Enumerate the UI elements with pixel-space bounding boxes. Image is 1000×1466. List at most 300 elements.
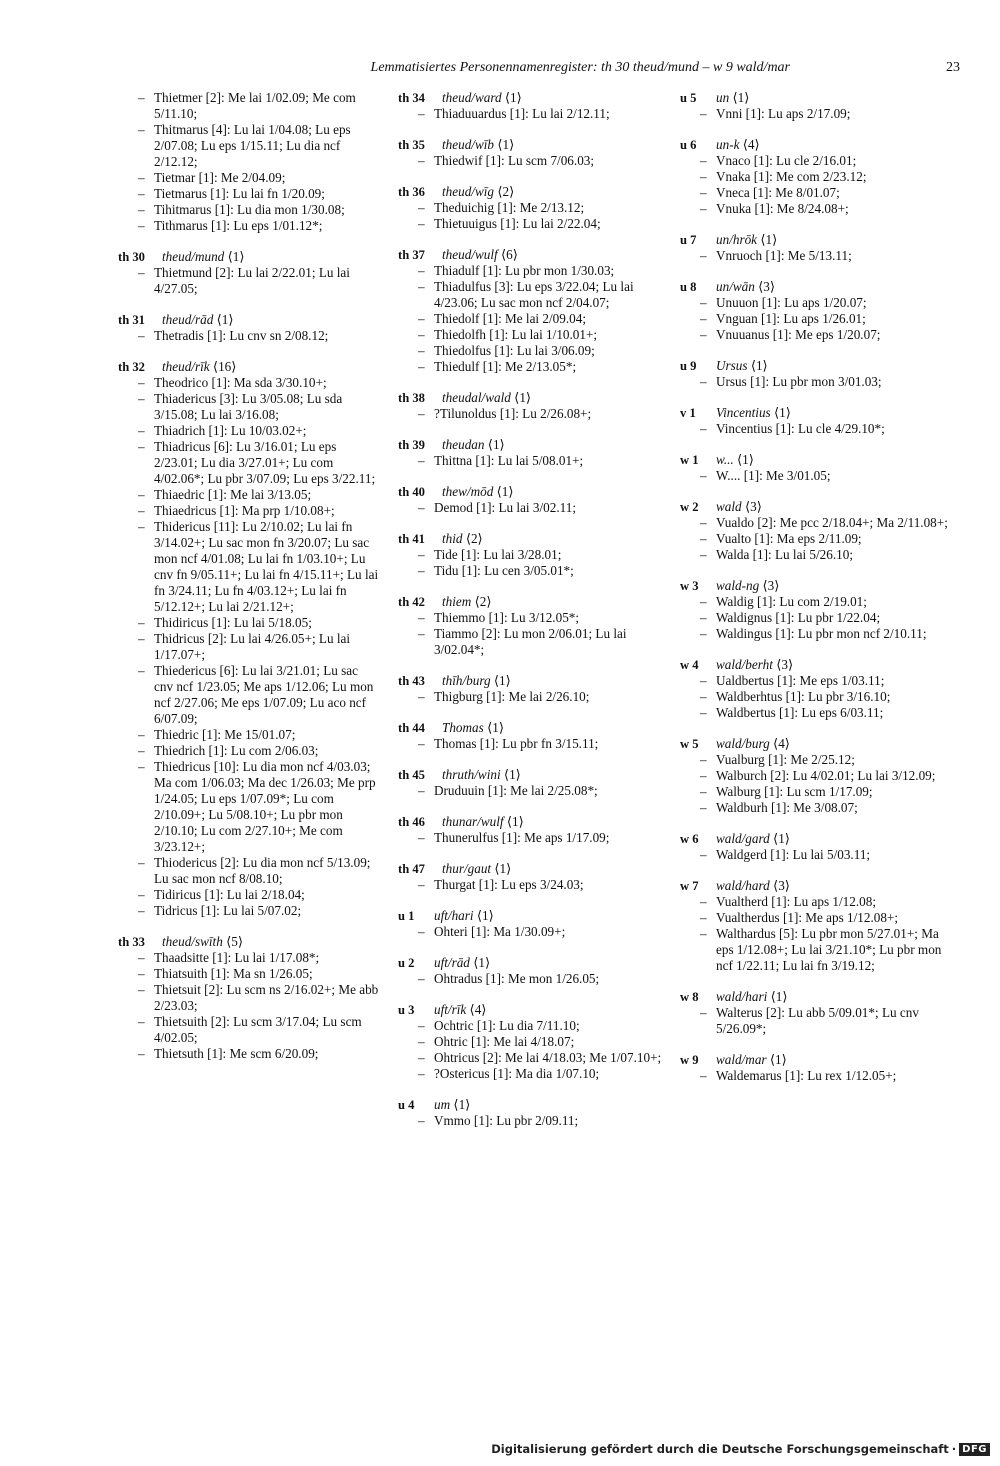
section-heading xyxy=(398,531,662,547)
entry-text: Vnuuanus [1]: Me eps 1/20.07; xyxy=(716,327,881,342)
index-entry xyxy=(398,279,662,311)
entry-text: Vualtherdus [1]: Me aps 1/12.08+; xyxy=(716,910,899,925)
section-lemma: uft/hari xyxy=(434,908,474,923)
entry-text: Ochtric [1]: Lu dia 7/11.10; xyxy=(434,1018,580,1033)
entry-text: Vmmo [1]: Lu pbr 2/09.11; xyxy=(434,1113,579,1128)
entry-dash: – xyxy=(700,768,707,783)
entry-text: Vnguan [1]: Lu aps 1/26.01; xyxy=(716,311,866,326)
section-heading xyxy=(398,908,662,924)
index-entry xyxy=(398,406,662,422)
entry-text: Waldgerd [1]: Lu lai 5/03.11; xyxy=(716,847,871,862)
entry-text: Waldburh [1]: Me 3/08.07; xyxy=(716,800,858,815)
section-count: ⟨1⟩ xyxy=(497,137,515,152)
entry-dash: – xyxy=(138,855,145,870)
index-entry xyxy=(680,248,950,264)
entry-dash: – xyxy=(418,547,425,562)
section-code: th 36 xyxy=(398,185,425,199)
index-section xyxy=(398,720,662,752)
entry-text: Thiadulfus [3]: Lu eps 3/22.04; Lu lai 4/23.06; Lu sac mon ncf 2/04.07; xyxy=(434,279,634,310)
entry-text: Waldingus [1]: Lu pbr mon ncf 2/10.11; xyxy=(716,626,927,641)
section-code: th 38 xyxy=(398,391,425,405)
section-heading xyxy=(398,484,662,500)
entry-text: ?Ostericus [1]: Ma dia 1/07.10; xyxy=(434,1066,600,1081)
entry-text: Vualburg [1]: Me 2/25.12; xyxy=(716,752,855,767)
entry-dash: – xyxy=(138,903,145,918)
section-lemma: theud/rād xyxy=(162,312,214,327)
section-code: w 1 xyxy=(680,453,699,467)
entry-dash: – xyxy=(418,924,425,939)
index-section xyxy=(680,736,950,816)
entry-dash: – xyxy=(138,1046,145,1061)
entry-dash: – xyxy=(138,982,145,997)
section-heading xyxy=(680,452,950,468)
entry-text: Thietsuit [2]: Lu scm ns 2/16.02+; Me abb 2/23.03; xyxy=(154,982,379,1013)
entry-text: Thietmer [2]: Me lai 1/02.09; Me com 5/11.10; xyxy=(154,90,356,121)
section-heading xyxy=(680,831,950,847)
entry-dash: – xyxy=(138,218,145,233)
entry-dash: – xyxy=(700,1068,707,1083)
entry-dash: – xyxy=(418,877,425,892)
entry-text: Thietsuith [2]: Lu scm 3/17.04; Lu scm 4/02.05; xyxy=(154,1014,362,1045)
entry-dash: – xyxy=(418,153,425,168)
entry-text: Ursus [1]: Lu pbr mon 3/01.03; xyxy=(716,374,882,389)
entry-dash: – xyxy=(138,423,145,438)
section-lemma: wald/hard xyxy=(716,878,770,893)
entry-text: Ohtric [1]: Me lai 4/18.07; xyxy=(434,1034,575,1049)
index-entry xyxy=(398,547,662,563)
index-entry xyxy=(680,374,950,390)
index-section xyxy=(118,359,380,919)
section-count: ⟨3⟩ xyxy=(776,657,794,672)
entry-dash: – xyxy=(138,1014,145,1029)
entry-dash: – xyxy=(138,663,145,678)
section-code: th 37 xyxy=(398,248,425,262)
index-entry xyxy=(680,894,950,910)
index-section xyxy=(398,767,662,799)
index-section xyxy=(118,90,380,234)
entry-text: Thietsuth [1]: Me scm 6/20.09; xyxy=(154,1046,319,1061)
index-section xyxy=(118,249,380,297)
index-entry xyxy=(118,887,380,903)
index-section xyxy=(398,484,662,516)
entry-text: Tietmarus [1]: Lu lai fn 1/20.09; xyxy=(154,186,325,201)
entry-dash: – xyxy=(700,515,707,530)
index-entry xyxy=(680,705,950,721)
index-entry xyxy=(398,830,662,846)
section-count: ⟨1⟩ xyxy=(476,908,494,923)
index-entry xyxy=(680,1005,950,1037)
index-entry xyxy=(680,185,950,201)
entry-text: Vnruoch [1]: Me 5/13.11; xyxy=(716,248,852,263)
entry-dash: – xyxy=(700,752,707,767)
section-count: ⟨6⟩ xyxy=(500,247,518,262)
section-lemma: wald/mar xyxy=(716,1052,767,1067)
index-section xyxy=(680,137,950,217)
index-entry xyxy=(680,295,950,311)
entry-text: Waldig [1]: Lu com 2/19.01; xyxy=(716,594,867,609)
index-entry xyxy=(398,216,662,232)
entry-dash: – xyxy=(138,743,145,758)
index-entry xyxy=(398,1018,662,1034)
index-entry xyxy=(680,468,950,484)
section-code: th 44 xyxy=(398,721,425,735)
entry-dash: – xyxy=(418,500,425,515)
entry-dash: – xyxy=(700,421,707,436)
section-count: ⟨1⟩ xyxy=(487,437,505,452)
entry-text: Theduichig [1]: Me 2/13.12; xyxy=(434,200,585,215)
index-entry xyxy=(398,563,662,579)
index-entry xyxy=(398,1113,662,1129)
entry-text: Thitmarus [4]: Lu lai 1/04.08; Lu eps 2/07.08; Lu eps 1/15.11; Lu dia ncf 2/12.12; xyxy=(154,122,351,169)
section-lemma: wald/hari xyxy=(716,989,768,1004)
section-heading xyxy=(398,1097,662,1113)
entry-dash: – xyxy=(138,631,145,646)
section-heading xyxy=(680,878,950,894)
section-heading xyxy=(680,137,950,153)
entry-text: Thietmund [2]: Lu lai 2/22.01; Lu lai 4/27.05; xyxy=(154,265,350,296)
page-number: 23 xyxy=(946,60,960,75)
section-lemma: wald xyxy=(716,499,742,514)
section-lemma: un-k xyxy=(716,137,740,152)
section-heading xyxy=(398,137,662,153)
entry-dash: – xyxy=(138,759,145,774)
section-heading xyxy=(680,989,950,1005)
section-lemma: Ursus xyxy=(716,358,748,373)
entry-dash: – xyxy=(138,950,145,965)
entry-dash: – xyxy=(138,90,145,105)
entry-dash: – xyxy=(700,468,707,483)
section-heading xyxy=(118,249,380,265)
index-entry xyxy=(118,950,380,966)
section-count: ⟨3⟩ xyxy=(762,578,780,593)
index-entry xyxy=(118,90,380,122)
index-entry xyxy=(118,966,380,982)
index-section xyxy=(680,578,950,642)
entry-text: Vneca [1]: Me 8/01.07; xyxy=(716,185,840,200)
entry-text: Thiedrich [1]: Lu com 2/06.03; xyxy=(154,743,319,758)
section-lemma: wald-ng xyxy=(716,578,760,593)
section-lemma: theud/wīg xyxy=(442,184,495,199)
entry-dash: – xyxy=(418,971,425,986)
section-heading xyxy=(680,279,950,295)
section-code: u 6 xyxy=(680,138,697,152)
entry-text: Tietmar [1]: Me 2/04.09; xyxy=(154,170,286,185)
index-entry xyxy=(118,218,380,234)
index-entry xyxy=(680,169,950,185)
section-count: ⟨1⟩ xyxy=(496,484,514,499)
index-entry xyxy=(118,265,380,297)
entry-dash: – xyxy=(418,1034,425,1049)
section-heading xyxy=(398,767,662,783)
index-entry xyxy=(680,1068,950,1084)
section-heading xyxy=(680,736,950,752)
entry-text: Thiaedricus [1]: Ma prp 1/10.08+; xyxy=(154,503,335,518)
index-entry xyxy=(680,594,950,610)
entry-text: Thiedwif [1]: Lu scm 7/06.03; xyxy=(434,153,595,168)
section-count: ⟨4⟩ xyxy=(773,736,790,751)
index-entry xyxy=(680,531,950,547)
entry-text: Tiammo [2]: Lu mon 2/06.01; Lu lai 3/02.04*; xyxy=(434,626,627,657)
index-column-3 xyxy=(680,90,950,1099)
index-entry xyxy=(398,689,662,705)
index-section xyxy=(398,531,662,579)
entry-dash: – xyxy=(418,736,425,751)
entry-text: Walburch [2]: Lu 4/02.01; Lu lai 3/12.09; xyxy=(716,768,936,783)
entry-dash: – xyxy=(418,406,425,421)
entry-dash: – xyxy=(138,887,145,902)
entry-text: Thiadulf [1]: Lu pbr mon 1/30.03; xyxy=(434,263,615,278)
section-code: th 31 xyxy=(118,313,145,327)
entry-dash: – xyxy=(418,1018,425,1033)
section-code: th 40 xyxy=(398,485,425,499)
entry-dash: – xyxy=(138,328,145,343)
index-entry xyxy=(398,1050,662,1066)
index-entry xyxy=(398,153,662,169)
index-entry xyxy=(398,1066,662,1082)
entry-dash: – xyxy=(138,265,145,280)
index-section xyxy=(398,594,662,658)
entry-text: Thiedolfh [1]: Lu lai 1/10.01+; xyxy=(434,327,598,342)
section-code: th 39 xyxy=(398,438,425,452)
section-lemma: uft/rīk xyxy=(434,1002,467,1017)
entry-dash: – xyxy=(138,122,145,137)
index-entry xyxy=(118,170,380,186)
entry-dash: – xyxy=(418,216,425,231)
entry-text: Tidu [1]: Lu cen 3/05.01*; xyxy=(434,563,574,578)
index-entry xyxy=(118,328,380,344)
entry-dash: – xyxy=(418,453,425,468)
section-code: u 7 xyxy=(680,233,697,247)
section-lemma: thīh/burg xyxy=(442,673,491,688)
index-entry xyxy=(118,743,380,759)
index-entry xyxy=(680,515,950,531)
section-lemma: w... xyxy=(716,452,734,467)
section-lemma: theud/mund xyxy=(162,249,225,264)
section-code: th 43 xyxy=(398,674,425,688)
entry-text: Waldignus [1]: Lu pbr 1/22.04; xyxy=(716,610,881,625)
section-count: ⟨1⟩ xyxy=(737,452,754,467)
entry-dash: – xyxy=(138,439,145,454)
entry-text: Vnaco [1]: Lu cle 2/16.01; xyxy=(716,153,857,168)
section-code: u 1 xyxy=(398,909,415,923)
section-heading xyxy=(680,578,950,594)
entry-text: Thetradis [1]: Lu cnv sn 2/08.12; xyxy=(154,328,329,343)
entry-text: Tidricus [1]: Lu lai 5/07.02; xyxy=(154,903,302,918)
entry-text: Thiadricus [6]: Lu 3/16.01; Lu eps 2/23.01; Lu dia 3/27.01+; Lu com 4/02.06*; Lu pbr 3/07.09; Lu eps 3/22.11; xyxy=(154,439,376,486)
entry-dash: – xyxy=(138,487,145,502)
index-entry xyxy=(680,610,950,626)
section-code: v 1 xyxy=(680,406,696,420)
section-count: ⟨1⟩ xyxy=(216,312,234,327)
index-entry xyxy=(398,971,662,987)
entry-text: Thiaedric [1]: Me lai 3/13.05; xyxy=(154,487,312,502)
index-entry xyxy=(118,391,380,423)
entry-text: Waldberhtus [1]: Lu pbr 3/16.10; xyxy=(716,689,891,704)
section-code: w 4 xyxy=(680,658,699,672)
section-count: ⟨1⟩ xyxy=(750,358,768,373)
index-section xyxy=(680,405,950,437)
section-code: th 45 xyxy=(398,768,425,782)
index-entry xyxy=(398,610,662,626)
entry-dash: – xyxy=(700,185,707,200)
section-lemma: wald/gard xyxy=(716,831,770,846)
section-lemma: Thomas xyxy=(442,720,484,735)
section-code: th 35 xyxy=(398,138,425,152)
page-footer: Digitalisierung gefördert durch die Deutsche Forschungsgemeinschaft · DFG xyxy=(491,1440,990,1458)
index-section xyxy=(680,878,950,974)
section-lemma: uft/rād xyxy=(434,955,470,970)
section-lemma: thid xyxy=(442,531,463,546)
entry-dash: – xyxy=(418,830,425,845)
index-entry xyxy=(118,631,380,663)
entry-dash: – xyxy=(700,248,707,263)
section-heading xyxy=(680,499,950,515)
section-lemma: theud/ward xyxy=(442,90,502,105)
entry-text: Thiedericus [6]: Lu lai 3/21.01; Lu sac cnv ncf 1/23.05; Me aps 1/12.06; Lu mon ncf 2/27.06; Me eps 1/07.09; Lu aco ncf 6/07.09; xyxy=(154,663,374,726)
entry-text: Thiadrich [1]: Lu 10/03.02+; xyxy=(154,423,307,438)
entry-text: Demod [1]: Lu lai 3/02.11; xyxy=(434,500,576,515)
index-entry xyxy=(118,855,380,887)
section-count: ⟨1⟩ xyxy=(493,673,511,688)
entry-dash: – xyxy=(700,153,707,168)
index-entry xyxy=(680,784,950,800)
entry-text: Thidiricus [1]: Lu lai 5/18.05; xyxy=(154,615,312,630)
section-heading xyxy=(118,359,380,375)
section-heading xyxy=(398,390,662,406)
index-entry xyxy=(118,1046,380,1062)
entry-text: Ualdbertus [1]: Me eps 1/03.11; xyxy=(716,673,885,688)
entry-dash: – xyxy=(700,847,707,862)
section-lemma: Vincentius xyxy=(716,405,771,420)
section-lemma: thunar/wulf xyxy=(442,814,504,829)
entry-text: Druduuin [1]: Me lai 2/25.08*; xyxy=(434,783,598,798)
section-heading xyxy=(398,90,662,106)
section-count: ⟨1⟩ xyxy=(504,90,522,105)
section-code: w 9 xyxy=(680,1053,699,1067)
entry-dash: – xyxy=(700,626,707,641)
index-entry xyxy=(118,982,380,1014)
section-lemma: theud/wulf xyxy=(442,247,498,262)
index-entry xyxy=(680,153,950,169)
entry-dash: – xyxy=(700,531,707,546)
index-section xyxy=(680,452,950,484)
index-entry xyxy=(118,1014,380,1046)
section-count: ⟨1⟩ xyxy=(227,249,245,264)
section-code: w 6 xyxy=(680,832,699,846)
index-entry xyxy=(118,202,380,218)
section-lemma: wald/burg xyxy=(716,736,770,751)
index-section xyxy=(118,312,380,344)
entry-text: Tithmarus [1]: Lu eps 1/01.12*; xyxy=(154,218,323,233)
section-code: u 2 xyxy=(398,956,415,970)
index-entry xyxy=(680,926,950,974)
entry-dash: – xyxy=(138,170,145,185)
index-entry xyxy=(680,327,950,343)
index-entry xyxy=(118,663,380,727)
entry-dash: – xyxy=(418,327,425,342)
entry-text: Ohtricus [2]: Me lai 4/18.03; Me 1/07.10+; xyxy=(434,1050,662,1065)
entry-text: Thiedolf [1]: Me lai 2/09.04; xyxy=(434,311,586,326)
section-lemma: thruth/wini xyxy=(442,767,501,782)
entry-text: Vnni [1]: Lu aps 2/17.09; xyxy=(716,106,851,121)
entry-dash: – xyxy=(700,295,707,310)
entry-text: Thurgat [1]: Lu eps 3/24.03; xyxy=(434,877,584,892)
section-lemma: thew/mōd xyxy=(442,484,494,499)
index-entry xyxy=(398,453,662,469)
section-code: w 3 xyxy=(680,579,699,593)
index-section xyxy=(398,390,662,422)
section-heading xyxy=(398,861,662,877)
entry-dash: – xyxy=(700,594,707,609)
entry-text: Walthardus [5]: Lu pbr mon 5/27.01+; Ma eps 1/12.08+; Lu lai 3/21.10*; Lu pbr mon ncf 1/22.11; Lu lai fn 3/19.12; xyxy=(716,926,942,973)
section-lemma: theud/wīb xyxy=(442,137,495,152)
index-section xyxy=(680,499,950,563)
entry-dash: – xyxy=(700,327,707,342)
entry-dash: – xyxy=(418,263,425,278)
entry-text: Vualtherd [1]: Lu aps 1/12.08; xyxy=(716,894,876,909)
entry-text: Thiedric [1]: Me 15/01.07; xyxy=(154,727,296,742)
section-lemma: thiem xyxy=(442,594,472,609)
index-entry xyxy=(118,759,380,855)
dfg-logo: DFG xyxy=(959,1443,990,1456)
index-section xyxy=(398,955,662,987)
entry-dash: – xyxy=(138,519,145,534)
entry-dash: – xyxy=(700,201,707,216)
section-heading xyxy=(398,814,662,830)
index-entry xyxy=(398,626,662,658)
section-count: ⟨1⟩ xyxy=(506,814,524,829)
index-entry xyxy=(118,439,380,487)
index-entry xyxy=(398,359,662,375)
entry-text: Vincentius [1]: Lu cle 4/29.10*; xyxy=(716,421,885,436)
entry-dash: – xyxy=(700,894,707,909)
section-count: ⟨3⟩ xyxy=(773,878,790,893)
index-section xyxy=(680,358,950,390)
entry-text: Thomas [1]: Lu pbr fn 3/15.11; xyxy=(434,736,599,751)
entry-dash: – xyxy=(700,800,707,815)
index-entry xyxy=(680,768,950,784)
section-heading xyxy=(680,90,950,106)
section-code: th 34 xyxy=(398,91,425,105)
index-entry xyxy=(680,201,950,217)
running-title: Lemmatisiertes Personennamenregister: th 30 theud/mund – w 9 wald/mar xyxy=(370,60,790,75)
section-lemma: theudan xyxy=(442,437,485,452)
index-section xyxy=(680,232,950,264)
section-code: w 2 xyxy=(680,500,699,514)
entry-dash: – xyxy=(418,200,425,215)
index-entry xyxy=(398,736,662,752)
section-heading xyxy=(680,405,950,421)
index-entry xyxy=(680,106,950,122)
section-lemma: um xyxy=(434,1097,451,1112)
section-count: ⟨2⟩ xyxy=(497,184,515,199)
index-entry xyxy=(680,421,950,437)
index-entry xyxy=(118,615,380,631)
index-section xyxy=(398,908,662,940)
entry-dash: – xyxy=(700,547,707,562)
section-count: ⟨1⟩ xyxy=(514,390,532,405)
index-entry xyxy=(118,122,380,170)
entry-dash: – xyxy=(138,615,145,630)
entry-text: Waldemarus [1]: Lu rex 1/12.05+; xyxy=(716,1068,897,1083)
index-column-2 xyxy=(398,90,662,1144)
entry-dash: – xyxy=(418,610,425,625)
entry-dash: – xyxy=(700,311,707,326)
section-lemma: theudal/wald xyxy=(442,390,511,405)
entry-dash: – xyxy=(700,673,707,688)
section-count: ⟨1⟩ xyxy=(503,767,521,782)
index-section xyxy=(398,90,662,122)
